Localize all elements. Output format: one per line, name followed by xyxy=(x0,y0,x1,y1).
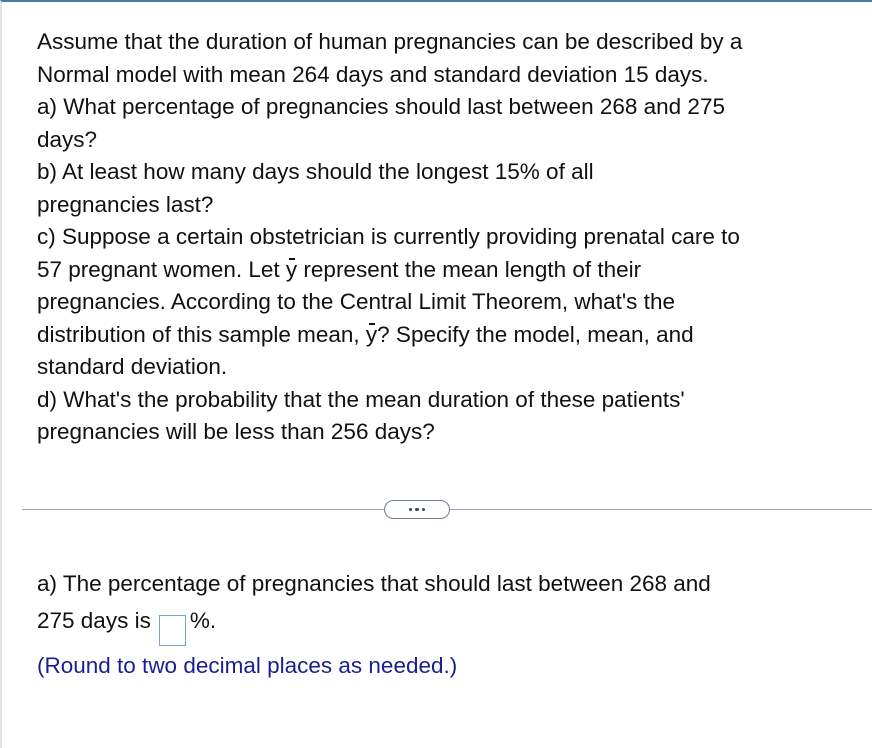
rounding-hint: (Round to two decimal places as needed.) xyxy=(37,653,458,678)
answer-input[interactable] xyxy=(159,615,186,646)
ellipsis-icon xyxy=(415,508,419,512)
part-b-line: b) At least how many days should the longest 15% of all xyxy=(37,159,594,184)
answer-section xyxy=(37,565,857,684)
intro-line: Normal model with mean 264 days and standard deviation 15 days. xyxy=(37,61,709,87)
percent-sign: %. xyxy=(189,608,217,633)
part-a-line: days? xyxy=(37,126,98,152)
part-c-text: distribution of this sample mean, xyxy=(37,321,366,347)
part-c-text: 57 pregnant women. Let xyxy=(37,256,286,282)
part-c-line: standard deviation. xyxy=(37,354,228,379)
part-b-line: pregnancies last? xyxy=(37,191,214,217)
ellipsis-icon xyxy=(409,508,413,512)
part-c-text: ? Specify the model, mean, and xyxy=(377,321,694,347)
part-d-line: d) What's the probability that the mean duration of these patients' xyxy=(37,386,685,412)
part-c-line: pregnancies. According to the Central Limit Theorem, what's the xyxy=(37,289,675,314)
answer-prompt-text: 275 days is xyxy=(37,608,151,633)
answer-prompt-line xyxy=(37,602,857,646)
y-bar-symbol: y xyxy=(366,319,377,352)
expand-more-button[interactable] xyxy=(384,500,450,519)
part-a-line: a) What percentage of pregnancies should last between 268 and 275 xyxy=(37,94,725,119)
answer-prompt-line: a) The percentage of pregnancies that should last between 268 and xyxy=(37,571,711,596)
y-bar-symbol: y xyxy=(286,254,297,287)
part-c-line: c) Suppose a certain obstetrician is currently providing prenatal care to xyxy=(37,224,740,249)
part-c-line xyxy=(37,254,857,287)
intro-line: Assume that the duration of human pregnancies can be described by a xyxy=(37,29,743,54)
ellipsis-icon xyxy=(422,508,426,512)
part-d-line: pregnancies will be less than 256 days? xyxy=(37,419,435,444)
part-c-line xyxy=(37,319,857,352)
question-text xyxy=(37,26,857,449)
part-c-text: represent the mean length of their xyxy=(297,256,642,282)
